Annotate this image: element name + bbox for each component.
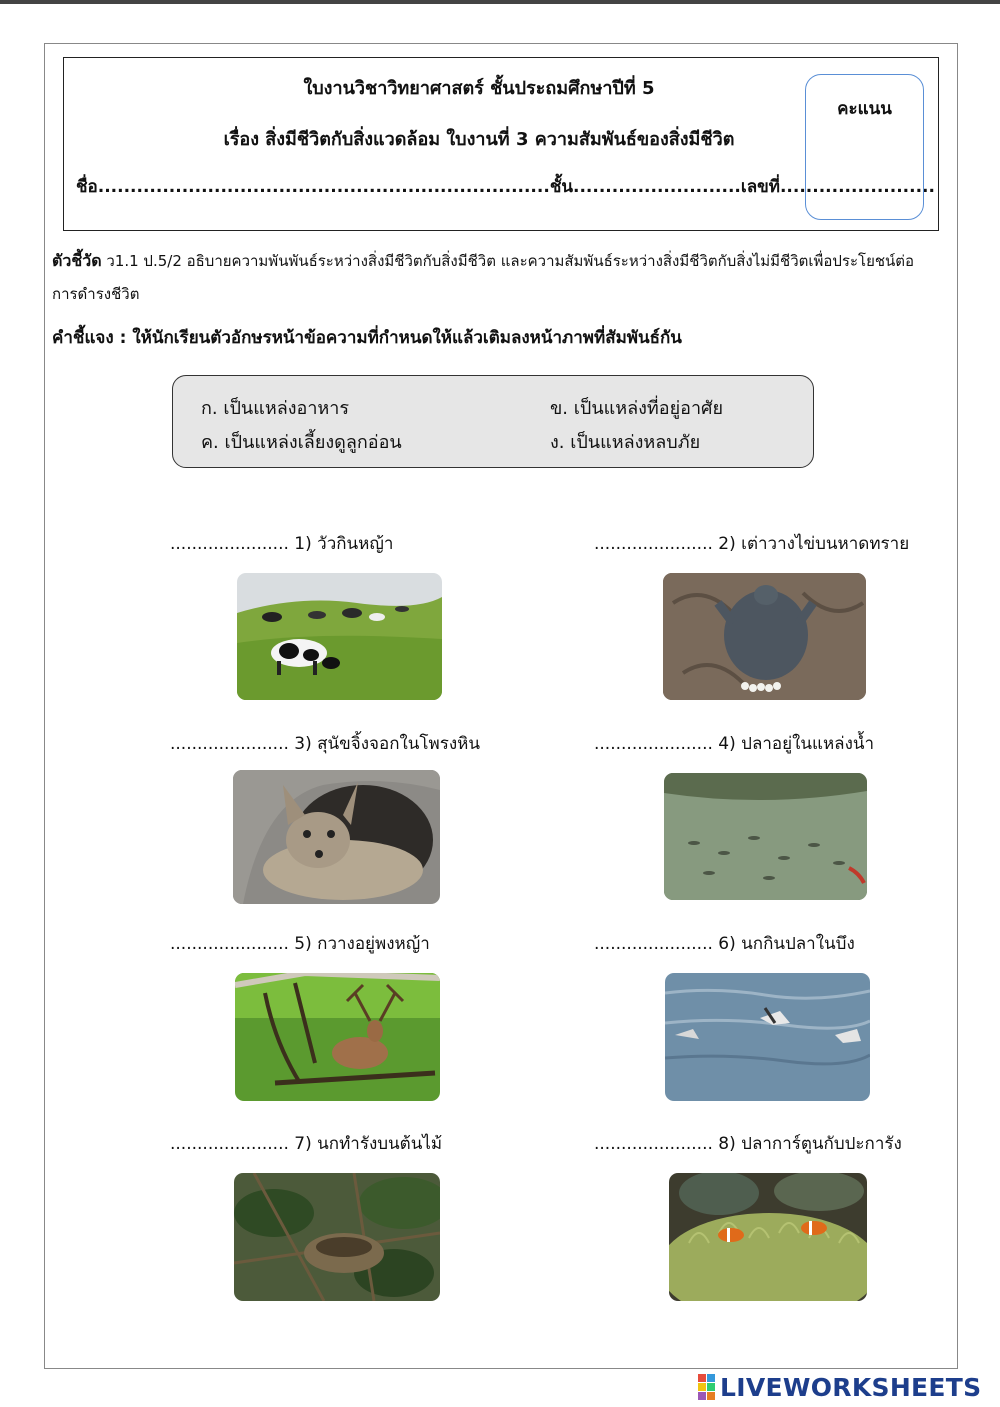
answer-blank[interactable]: ...................... [594,734,713,754]
brand-text: LIVEWORKSHEETS [720,1372,982,1402]
option-kho: ข. เป็นแหล่งที่อยู่อาศัย [550,398,724,419]
options-box [172,375,814,468]
item-8 [594,1130,902,1157]
instruction-text: ให้นักเรียนตัวอักษรหน้าข้อความที่กำหนดให้แล้วเติมลงหน้าภาพที่สัมพันธ์กัน [132,328,682,348]
item-label: 5) กวางอยู่พงหญ้า [294,934,430,954]
item-4 [594,730,874,757]
number-field[interactable]: ........................ [779,177,935,197]
indicator-label: ตัวชี้วัด [52,251,102,270]
indicator [52,244,932,311]
instruction [52,324,682,351]
page-border [44,43,958,1369]
birds-lake-photo [665,973,870,1101]
cow-photo [237,573,442,700]
liveworksheets-logo [698,1372,981,1402]
answer-blank[interactable]: ...................... [170,934,289,954]
worksheet-header [63,57,939,231]
item-3 [170,730,480,757]
item-label: 4) ปลาอยู่ในแหล่งน้ำ [718,734,875,754]
answer-blank[interactable]: ...................... [170,534,289,554]
indicator-text: ว1.1 ป.5/2 อธิบายความพันพันธ์ระหว่างสิ่งมีชีวิตกับสิ่งมีชีวิต และความสัมพันธ์ระหว่างสิ่งมีชีวิตกับสิ่งไม่มีชีวิตเพื่อประโยชน์ต่อการดำรงชีวิต [52,252,915,303]
deer-photo [235,973,440,1101]
instruction-label: คำชี้แจง : [52,328,127,348]
item-7 [170,1130,442,1157]
fox-photo [233,770,440,904]
worksheet-title: ใบงานวิชาวิทยาศาสตร์ ชั้นประถมศึกษาปีที่ 5 [303,78,655,99]
item-label: 7) นกทำรังบนต้นไม้ [294,1134,443,1154]
option-kho-khwai: ค. เป็นแหล่งเลี้ยงดูลูกอ่อน [201,432,402,453]
option-ko: ก. เป็นแหล่งอาหาร [201,398,350,419]
item-2 [594,530,909,557]
class-field[interactable]: .......................... [572,177,741,197]
item-6 [594,930,855,957]
answer-blank[interactable]: ...................... [594,534,713,554]
name-field[interactable]: ...................................................................... [97,177,550,197]
item-label: 1) วัวกินหญ้า [294,534,394,554]
answer-blank[interactable]: ...................... [594,1134,713,1154]
worksheet-subtitle: เรื่อง สิ่งมีชีวิตกับสิ่งแวดล้อม ใบงานที่ 3 ความสัมพันธ์ของสิ่งมีชีวิต [223,129,735,150]
item-label: 8) ปลาการ์ตูนกับปะการัง [718,1134,902,1154]
answer-blank[interactable]: ...................... [170,734,289,754]
item-5 [170,930,430,957]
clownfish-photo [669,1173,867,1301]
name-label: ชื่อ [76,177,98,197]
number-label: เลขที่ [740,177,780,197]
bird-nest-photo [234,1173,440,1301]
score-label: คะแนน [837,99,892,119]
item-label: 2) เต่าวางไข่บนหาดทราย [718,534,910,554]
answer-blank[interactable]: ...................... [594,934,713,954]
turtle-photo [663,573,866,700]
item-label: 3) สุนัขจิ้งจอกในโพรงหิน [294,734,481,754]
score-box[interactable] [805,74,924,220]
fish-pond-photo [664,773,867,900]
answer-blank[interactable]: ...................... [170,1134,289,1154]
class-label: ชั้น [549,177,573,197]
top-bar [0,0,1000,4]
option-ngo: ง. เป็นแหล่งหลบภัย [550,432,701,453]
item-1 [170,530,393,557]
logo-icon [698,1374,715,1400]
item-label: 6) นกกินปลาในบึง [718,934,855,954]
